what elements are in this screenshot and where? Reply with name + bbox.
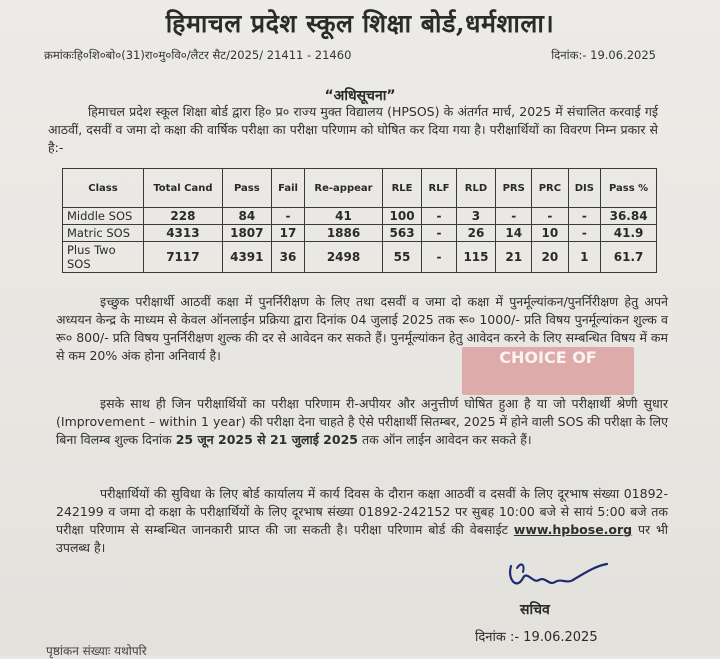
contact-text: परीक्षार्थियों की सुविधा के लिए बोर्ड कार्यालय में कार्य दिवस के दौरान कक्षा आठवीं व दसवीं के लिए दूरभाष संख्या 01892-242199 व जमा दो कक्षा के परीक्षार्थियों के लिए दूरभाष संख्या 01892-242152 पर सुबह 10:00 बजे से सायं 5:00 बजे तक परीक्षा परिणाम से सम्बन्धित जानकारी प्राप्त की जा सकती है। परीक्षा परिणाम बोर्ड की वेबसाईट	[56, 486, 668, 537]
cell: 21	[496, 242, 532, 273]
intro-paragraph: हिमाचल प्रदेश स्कूल शिक्षा बोर्ड द्वारा हि० प्र० राज्य मुक्त विद्यालय (HPSOS) के अंतर्गत मार्च, 2025 में संचालित करवाई गई आठवीं, दसवीं व जमा दो कक्षा की वार्षिक परीक्षा का परीक्षा परिणाम को घोषित कर दिया गया है। परीक्षार्थियों का विवरण निम्न प्रकार से है:-	[48, 104, 658, 155]
watermark-stamp: CHOICE OF	[462, 347, 634, 395]
cell: 55	[382, 242, 421, 273]
table-row	[63, 242, 657, 273]
cell: 2498	[305, 242, 383, 273]
cell: 36	[271, 242, 304, 273]
table-row	[63, 208, 657, 225]
reappear-text: इसके साथ ही जिन परीक्षार्थियों का परीक्षा परिणाम री-अपीयर और अनुत्तीर्ण घोषित हुआ है या जो परीक्षार्थी श्रेणी सुधार (Improvement – within 1 year) की परीक्षा देना चाहते है ऐसे परीक्षार्थी सितम्बर, 2025 में होने वाली SOS की परीक्षा के लिए बिना विलम्ब शुल्क दिनांक	[56, 396, 668, 447]
table-header-row	[63, 169, 657, 208]
contact-tail: पर भी उपलब्ध है।	[56, 522, 668, 555]
cell: 14	[496, 225, 532, 242]
reappear-paragraph	[56, 395, 668, 449]
col-pass: Pass	[222, 169, 271, 208]
cell: 7117	[144, 242, 223, 273]
cell: 100	[382, 208, 421, 225]
bottom-date: दिनांक :- 19.06.2025	[475, 630, 598, 645]
cell-class: Middle SOS	[63, 208, 144, 225]
cell: 228	[144, 208, 223, 225]
col-pass-percent: Pass %	[601, 169, 657, 208]
reference-number: क्रमांकःहि०शि०बो०(31)रा०मु०वि०/लैटर सैट/2025/ 21411 - 21460	[44, 48, 352, 62]
col-prc: PRC	[532, 169, 568, 208]
revaluation-paragraph: इच्छुक परीक्षार्थी आठवीं कक्षा में पुनर्निरीक्षण के लिए तथा दसवीं व जमा दो कक्षा में पुनर्मूल्यांकन/पुनर्निरीक्षण हेतु अपने अध्ययन केन्द्र के माध्यम से केवल ऑनलाईन प्रक्रिया द्वारा दिनांक 04 जुलाई 2025 तक रू० 1000/- प्रति विषय पुनर्मूल्यांकन शुल्क व रू० 800/- प्रति विषय पुनर्निरीक्षण शुल्क की दर से आवेदन कर सकते हैं। पुनर्मूल्यांकन हेतु आवेदन करने के लिए सम्बन्धित विषय में कम से कम 20% अंक होना अनिवार्य है।	[56, 294, 668, 363]
cell-pass-percent: 36.84	[601, 208, 657, 225]
cell: -	[422, 208, 457, 225]
col-rld: RLD	[456, 169, 495, 208]
cell: 4391	[222, 242, 271, 273]
cell: -	[271, 208, 304, 225]
col-class: Class	[63, 169, 144, 208]
signatory-title: सचिव	[520, 602, 550, 618]
signature-image	[503, 556, 613, 596]
endorsement-number: पृष्ठांकन संख्याः यथोपरि	[46, 644, 147, 658]
col-total-cand: Total Cand	[144, 169, 223, 208]
col-fail: Fail	[271, 169, 304, 208]
notification-title: “अधिसूचना”	[324, 88, 396, 104]
cell: 3	[456, 208, 495, 225]
col-rle: RLE	[382, 169, 421, 208]
reference-date: दिनांक:- 19.06.2025	[551, 48, 656, 62]
cell: 1886	[305, 225, 383, 242]
cell: -	[422, 242, 457, 273]
cell: 115	[456, 242, 495, 273]
cell: -	[422, 225, 457, 242]
cell: 20	[532, 242, 568, 273]
table-row	[63, 225, 657, 242]
cell-class: Matric SOS	[63, 225, 144, 242]
cell: -	[496, 208, 532, 225]
col-rlf: RLF	[422, 169, 457, 208]
cell-pass-percent: 61.7	[601, 242, 657, 273]
application-dates: 25 जून 2025 से 21 जुलाई 2025	[175, 432, 358, 447]
cell: 26	[456, 225, 495, 242]
cell: -	[568, 225, 601, 242]
cell: -	[532, 208, 568, 225]
cell: 10	[532, 225, 568, 242]
col-dis: DIS	[568, 169, 601, 208]
website-link[interactable]: www.hpbose.org	[513, 522, 633, 537]
cell: 17	[271, 225, 304, 242]
col-prs: PRS	[496, 169, 532, 208]
letterhead	[0, 6, 720, 40]
cell: 4313	[144, 225, 223, 242]
reappear-tail: तक ऑन लाईन आवेदन कर सकते हैं।	[357, 432, 532, 447]
cell-pass-percent: 41.9	[601, 225, 657, 242]
cell: 1	[568, 242, 601, 273]
cell: 1807	[222, 225, 271, 242]
cell: 41	[305, 208, 383, 225]
results-table	[62, 168, 657, 273]
col-re-appear: Re-appear	[305, 169, 383, 208]
board-title: हिमाचल प्रदेश स्कूल शिक्षा बोर्ड,धर्मशाला।	[165, 9, 555, 38]
cell: 563	[382, 225, 421, 242]
cell: 84	[222, 208, 271, 225]
cell: -	[568, 208, 601, 225]
contact-paragraph	[56, 485, 668, 557]
cell-class: Plus Two SOS	[63, 242, 144, 273]
